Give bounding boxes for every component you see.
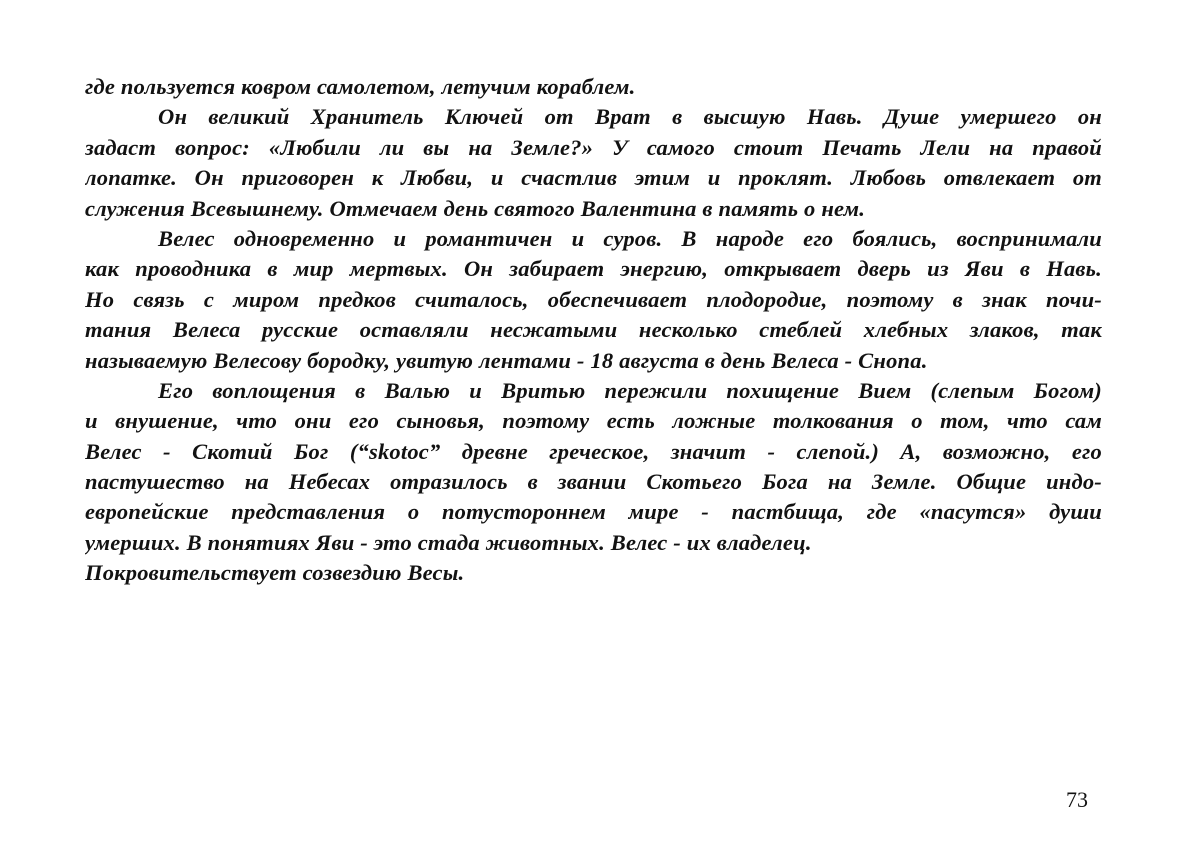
text-line: умерших. В понятиях Яви - это стада животных. Велес - их владелец. <box>85 529 812 555</box>
text-line: Он великий Хранитель Ключей от Врат в высшую Навь. Душе умершего он <box>158 104 1102 130</box>
text-line: как проводника в мир мертвых. Он забирает энергию, открывает дверь из Яви в Навь. <box>85 256 1102 282</box>
text-line: европейские представления о потустороннем мире - пастбища, где «пасутся» души <box>85 499 1102 525</box>
text-line: Велес одновременно и романтичен и суров. В народе его боялись, воспринимали <box>158 225 1102 251</box>
text-line: лопатке. Он приговорен к Любви, и счастлив этим и проклят. Любовь отвлекает от <box>85 165 1102 191</box>
page-number: 73 <box>1066 787 1088 812</box>
text-line: Но связь с миром предков считалось, обеспечивает плодородие, поэтому в знак почи- <box>85 286 1102 312</box>
text-line: служения Всевышнему. Отмечаем день святого Валентина в память о нем. <box>85 195 866 221</box>
text-line: Велес - Скотий Бог (“skotoc” древне греческое, значит - слепой.) А, возможно, его <box>85 438 1102 464</box>
page-text <box>85 72 1102 589</box>
text-line: задаст вопрос: «Любили ли вы на Земле?» У самого стоит Печать Лели на правой <box>85 134 1102 160</box>
text-line: Покровительствует созвездию Весы. <box>85 560 465 586</box>
text-line: пастушество на Небесах отразилось в звании Скотьего Бога на Земле. Общие индо- <box>85 469 1102 495</box>
text-line: Его воплощения в Валью и Вритью пережили похищение Вием (слепым Богом) <box>158 377 1102 403</box>
text-line: где пользуется ковром самолетом, летучим кораблем. <box>85 74 636 99</box>
text-line: и внушение, что они его сыновья, поэтому есть ложные толкования о том, что сам <box>85 408 1102 434</box>
text-line: называемую Велесову бородку, увитую лентами - 18 августа в день Велеса - Снопа. <box>85 347 928 373</box>
text-line: тания Велеса русские оставляли несжатыми несколько стеблей хлебных злаков, так <box>85 317 1102 343</box>
